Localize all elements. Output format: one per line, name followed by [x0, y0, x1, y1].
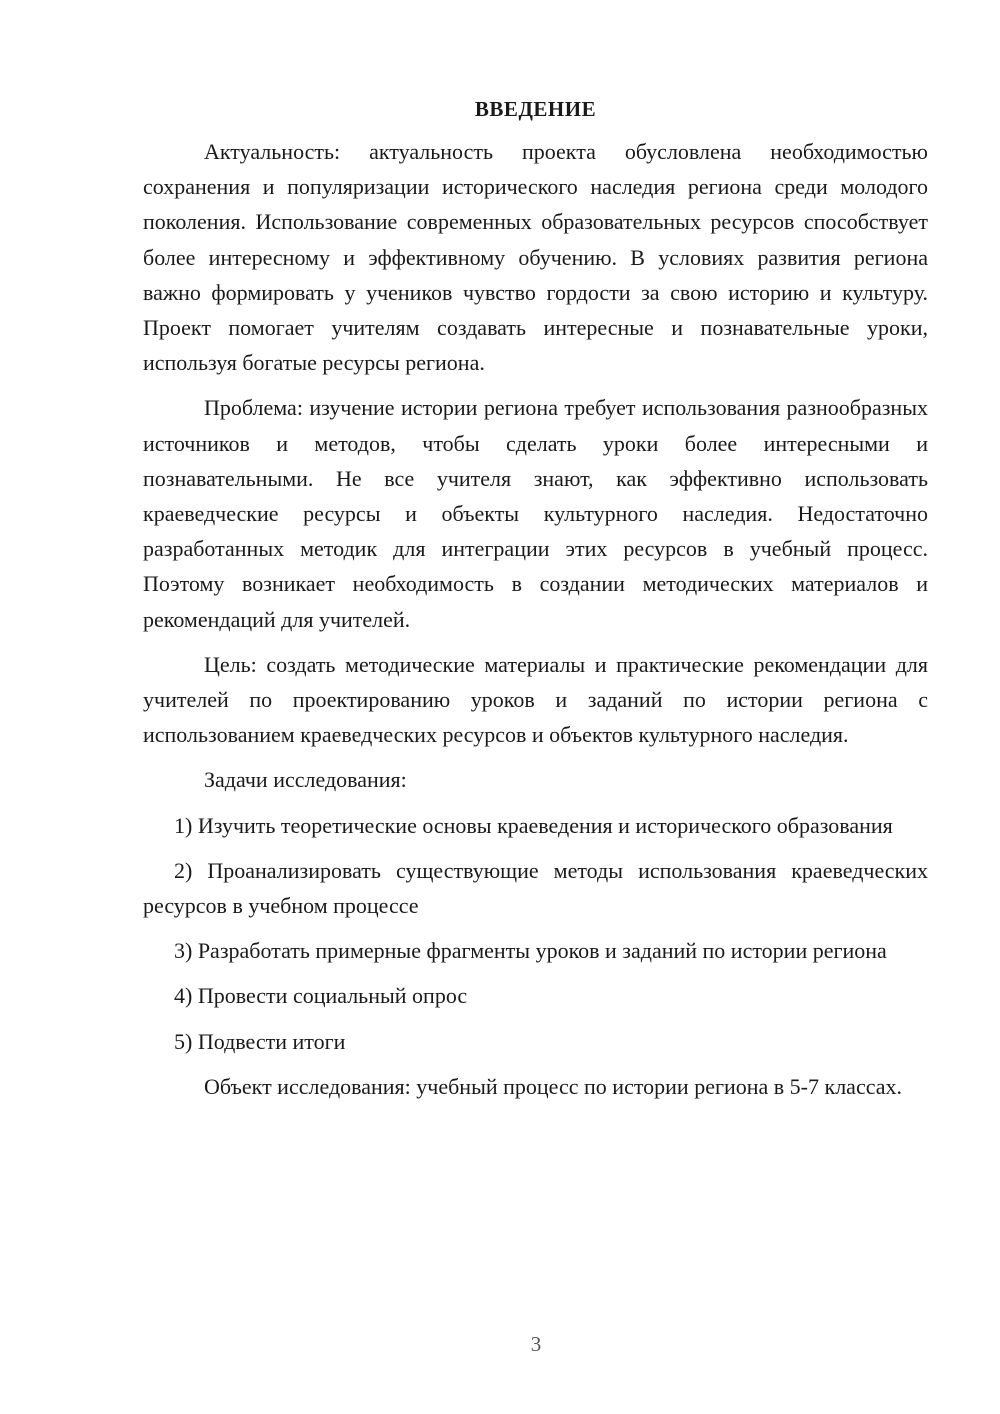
object-paragraph: Объект исследования: учебный процесс по истории региона в 5-7 классах.: [204, 1073, 903, 1099]
relevance-paragraph: Актуальность: актуальность проекта обусловлена необходимостью сохранения и популяризации исторического наследия региона среди молодого поколения. Использование современных образовательных ресурсов способствует более интересному и эффективному обучению. В условиях развития региона важно формировать у учеников чувство гордости за свою историю и культуру. Проект помогает учителям создавать интересные и познавательные уроки, используя богатые ресурсы региона.: [143, 139, 928, 376]
goal-paragraph: Цель: создать методические материалы и практические рекомендации для учителей по проектированию уроков и заданий по истории региона с использованием краеведческих ресурсов и объектов культурного наследия.: [143, 651, 928, 748]
problem-paragraph: Проблема: изучение истории региона требует использования разнообразных источников и методов, чтобы сделать уроки более интересными и познавательными. Не все учителя знают, как эффективно использовать краеведческие ресурсы и объекты культурного наследия. Недостаточно разработанных методик для интеграции этих ресурсов в учебный процесс. Поэтому возникает необходимость в создании методических материалов и рекомендаций для учителей.: [143, 395, 928, 632]
page-number: 3: [530, 1332, 542, 1356]
list-item: 2) Проанализировать существующие методы использования краеведческих ресурсов в учебном процессе: [143, 857, 928, 919]
tasks-heading: Задачи исследования:: [204, 767, 407, 793]
list-item: 3) Разработать примерные фрагменты уроков и заданий по истории региона: [174, 938, 887, 964]
tasks-list: [143, 808, 928, 1059]
list-item: 4) Провести социальный опрос: [174, 983, 468, 1009]
list-item: 1) Изучить теоретические основы краеведения и исторического образования: [174, 812, 893, 838]
list-item: 5) Подвести итоги: [174, 1028, 346, 1054]
section-title: ВВЕДЕНИЕ: [474, 97, 597, 121]
document-page: [143, 92, 928, 1114]
